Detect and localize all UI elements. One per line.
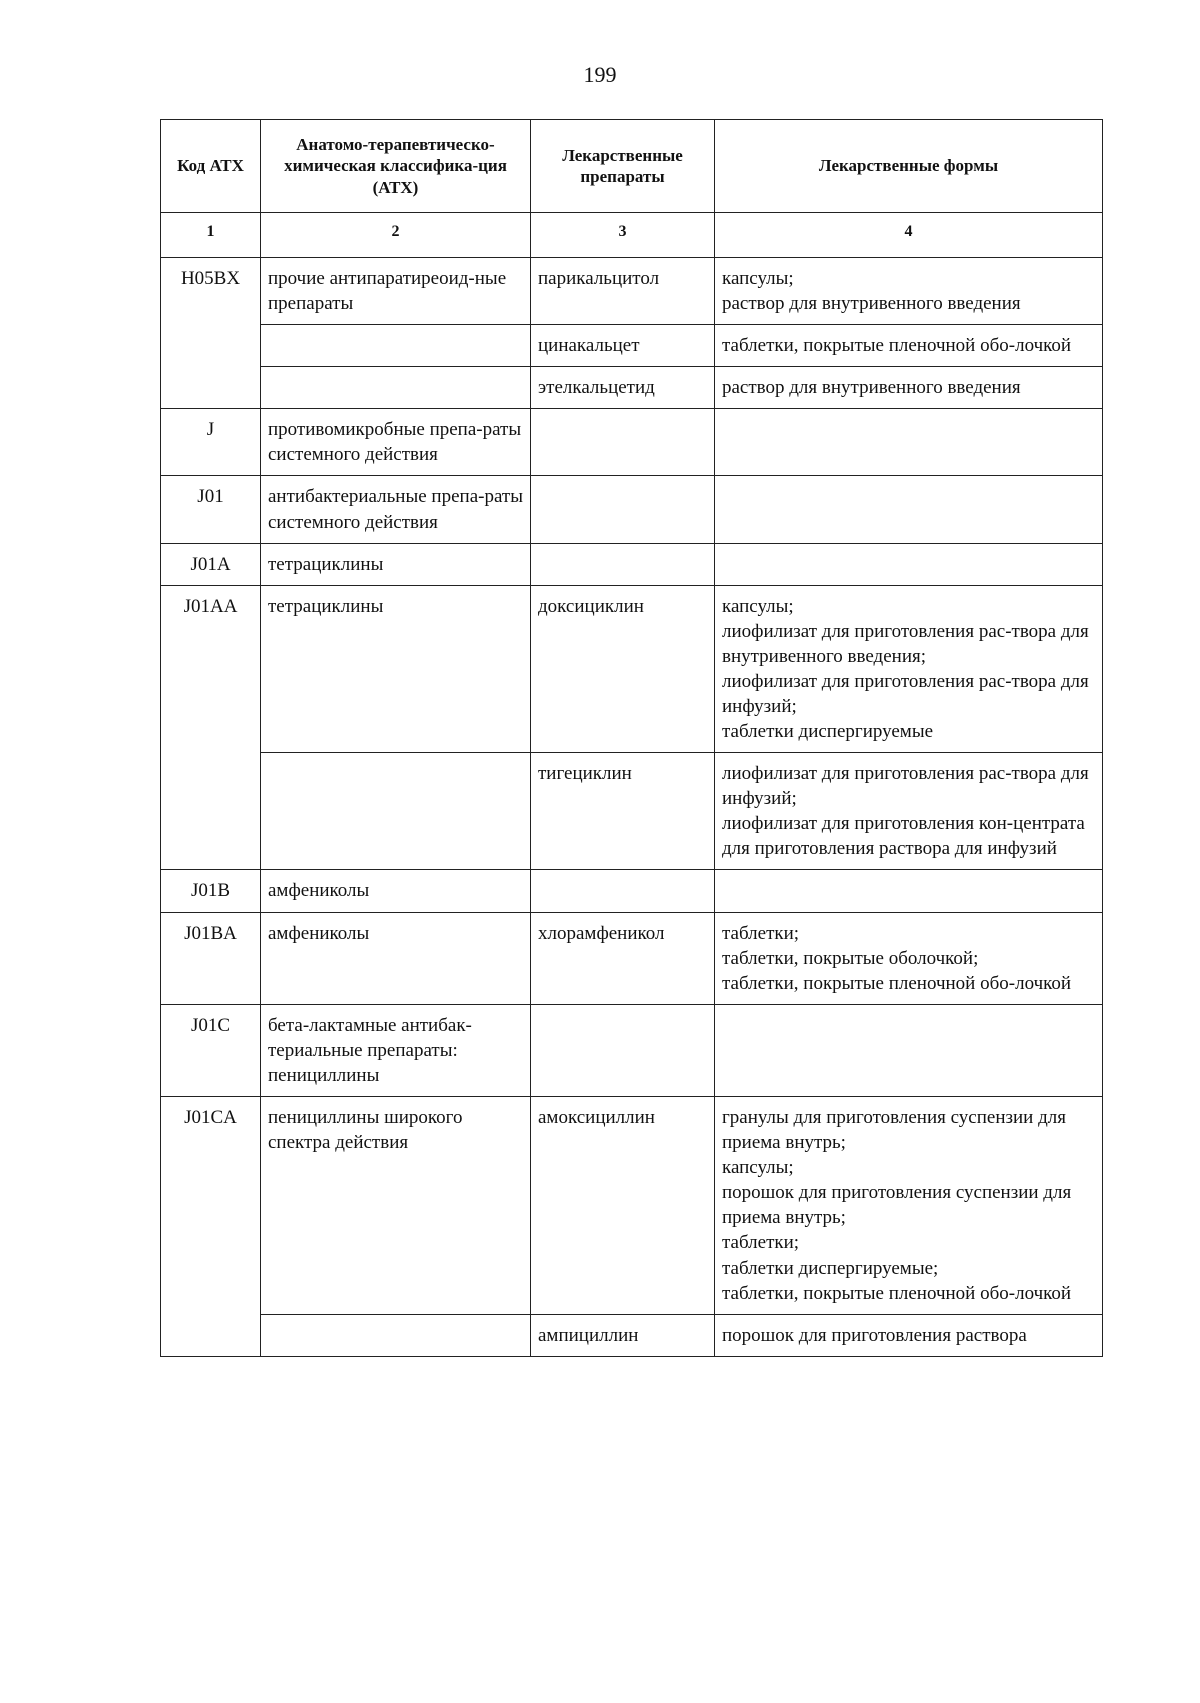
drug-name-cell: тигециклин [531, 753, 715, 870]
dosage-forms-cell [715, 1004, 1103, 1096]
dosage-form-item: таблетки; [722, 1232, 800, 1254]
atc-code-cell: J01C [161, 1004, 261, 1096]
dosage-form-item: раствор для внутривенного введения [722, 293, 1021, 315]
drug-name-cell: хлорамфеникол [531, 912, 715, 1004]
header-drugs: Лекарственные препараты [531, 120, 715, 213]
drug-name-cell: ампициллин [531, 1314, 715, 1356]
atc-drug-table [160, 119, 1103, 1357]
drug-name-cell [531, 543, 715, 585]
drug-name-cell: этелкальцетид [531, 367, 715, 409]
atc-classification-cell: прочие антипаратиреоид-ные препараты [261, 258, 531, 325]
atc-classification-cell: бета-лактамные антибак-териальные препараты: пенициллины [261, 1004, 531, 1096]
atc-classification-cell [261, 325, 531, 367]
atc-code-cell [161, 325, 261, 367]
dosage-form-item: лиофилизат для приготовления кон-центрата для приготовления раствора для инфузий [722, 813, 1085, 860]
atc-code-cell: J [161, 409, 261, 476]
table-row [161, 476, 1103, 543]
dosage-forms-cell [715, 476, 1103, 543]
table-row [161, 258, 1103, 325]
atc-classification-cell: тетрациклины [261, 543, 531, 585]
drug-name-cell [531, 409, 715, 476]
dosage-forms-cell [715, 585, 1103, 752]
dosage-form-item: таблетки, покрытые оболочкой; [722, 947, 979, 969]
column-number-row [161, 213, 1103, 258]
table-row [161, 1004, 1103, 1096]
column-number-2: 2 [261, 213, 531, 258]
atc-classification-cell [261, 753, 531, 870]
atc-code-cell: J01AA [161, 585, 261, 752]
drug-name-cell: цинакальцет [531, 325, 715, 367]
column-number-3: 3 [531, 213, 715, 258]
column-number-4: 4 [715, 213, 1103, 258]
dosage-forms-cell [715, 870, 1103, 912]
atc-code-cell: J01CA [161, 1097, 261, 1315]
atc-code-cell: J01A [161, 543, 261, 585]
table-row [161, 870, 1103, 912]
table-header-row [161, 120, 1103, 213]
atc-code-cell [161, 1314, 261, 1356]
dosage-form-item: таблетки диспергируемые [722, 721, 934, 743]
dosage-form-item: капсулы; [722, 595, 794, 617]
dosage-form-item: лиофилизат для приготовления рас-твора для инфузий; [722, 670, 1089, 718]
table-body [161, 258, 1103, 1357]
table-row [161, 325, 1103, 367]
header-atc-code: Код АТХ [161, 120, 261, 213]
atc-classification-cell: амфениколы [261, 870, 531, 912]
header-dosage-forms: Лекарственные формы [715, 120, 1103, 213]
dosage-form-item: гранулы для приготовления суспензии для приема внутрь; [722, 1107, 1066, 1154]
dosage-forms-cell [715, 409, 1103, 476]
drug-name-cell [531, 1004, 715, 1096]
dosage-forms-cell [715, 1314, 1103, 1356]
table-row [161, 1314, 1103, 1356]
drug-name-cell: парикальцитол [531, 258, 715, 325]
drug-name-cell: амоксициллин [531, 1097, 715, 1315]
table-row [161, 543, 1103, 585]
drug-name-cell [531, 870, 715, 912]
dosage-forms-cell [715, 753, 1103, 870]
atc-code-cell: H05BX [161, 258, 261, 325]
table-row [161, 585, 1103, 752]
header-atc-classification: Анатомо-терапевтическо-химическая классифика-ция (АТХ) [261, 120, 531, 213]
dosage-forms-cell [715, 367, 1103, 409]
page-number: 199 [583, 62, 617, 87]
dosage-forms-cell [715, 258, 1103, 325]
column-number-1: 1 [161, 213, 261, 258]
dosage-forms-cell [715, 325, 1103, 367]
table-row [161, 367, 1103, 409]
dosage-form-item: таблетки диспергируемые; [722, 1257, 939, 1279]
atc-classification-cell [261, 367, 531, 409]
dosage-forms-cell [715, 912, 1103, 1004]
drug-name-cell [531, 476, 715, 543]
dosage-forms-cell [715, 543, 1103, 585]
dosage-form-item: таблетки; [722, 922, 800, 944]
drug-name-cell: доксициклин [531, 585, 715, 752]
dosage-form-item: порошок для приготовления суспензии для приема внутрь; [722, 1182, 1072, 1229]
atc-code-cell: J01 [161, 476, 261, 543]
dosage-form-item: лиофилизат для приготовления рас-твора для внутривенного введения; [722, 620, 1089, 667]
table-row [161, 1097, 1103, 1315]
atc-classification-cell: противомикробные препа-раты системного действия [261, 409, 531, 476]
atc-code-cell: J01BA [161, 912, 261, 1004]
atc-code-cell [161, 367, 261, 409]
table-row [161, 753, 1103, 870]
dosage-form-item: капсулы; [722, 1157, 794, 1179]
atc-classification-cell: тетрациклины [261, 585, 531, 752]
dosage-forms-cell [715, 1097, 1103, 1315]
atc-code-cell [161, 753, 261, 870]
table-row [161, 409, 1103, 476]
dosage-form-item: порошок для приготовления раствора [722, 1324, 1027, 1346]
dosage-form-item: таблетки, покрытые пленочной обо-лочкой [722, 972, 1072, 994]
dosage-form-item: лиофилизат для приготовления рас-твора для инфузий; [722, 763, 1089, 810]
atc-classification-cell: пенициллины широкого спектра действия [261, 1097, 531, 1315]
atc-classification-cell: антибактериальные препа-раты системного действия [261, 476, 531, 543]
dosage-form-item: таблетки, покрытые пленочной обо-лочкой [722, 335, 1072, 357]
dosage-form-item: раствор для внутривенного введения [722, 377, 1021, 399]
atc-code-cell: J01B [161, 870, 261, 912]
atc-classification-cell: амфениколы [261, 912, 531, 1004]
table-row [161, 912, 1103, 1004]
dosage-form-item: таблетки, покрытые пленочной обо-лочкой [722, 1282, 1072, 1304]
dosage-form-item: капсулы; [722, 268, 794, 289]
atc-classification-cell [261, 1314, 531, 1356]
